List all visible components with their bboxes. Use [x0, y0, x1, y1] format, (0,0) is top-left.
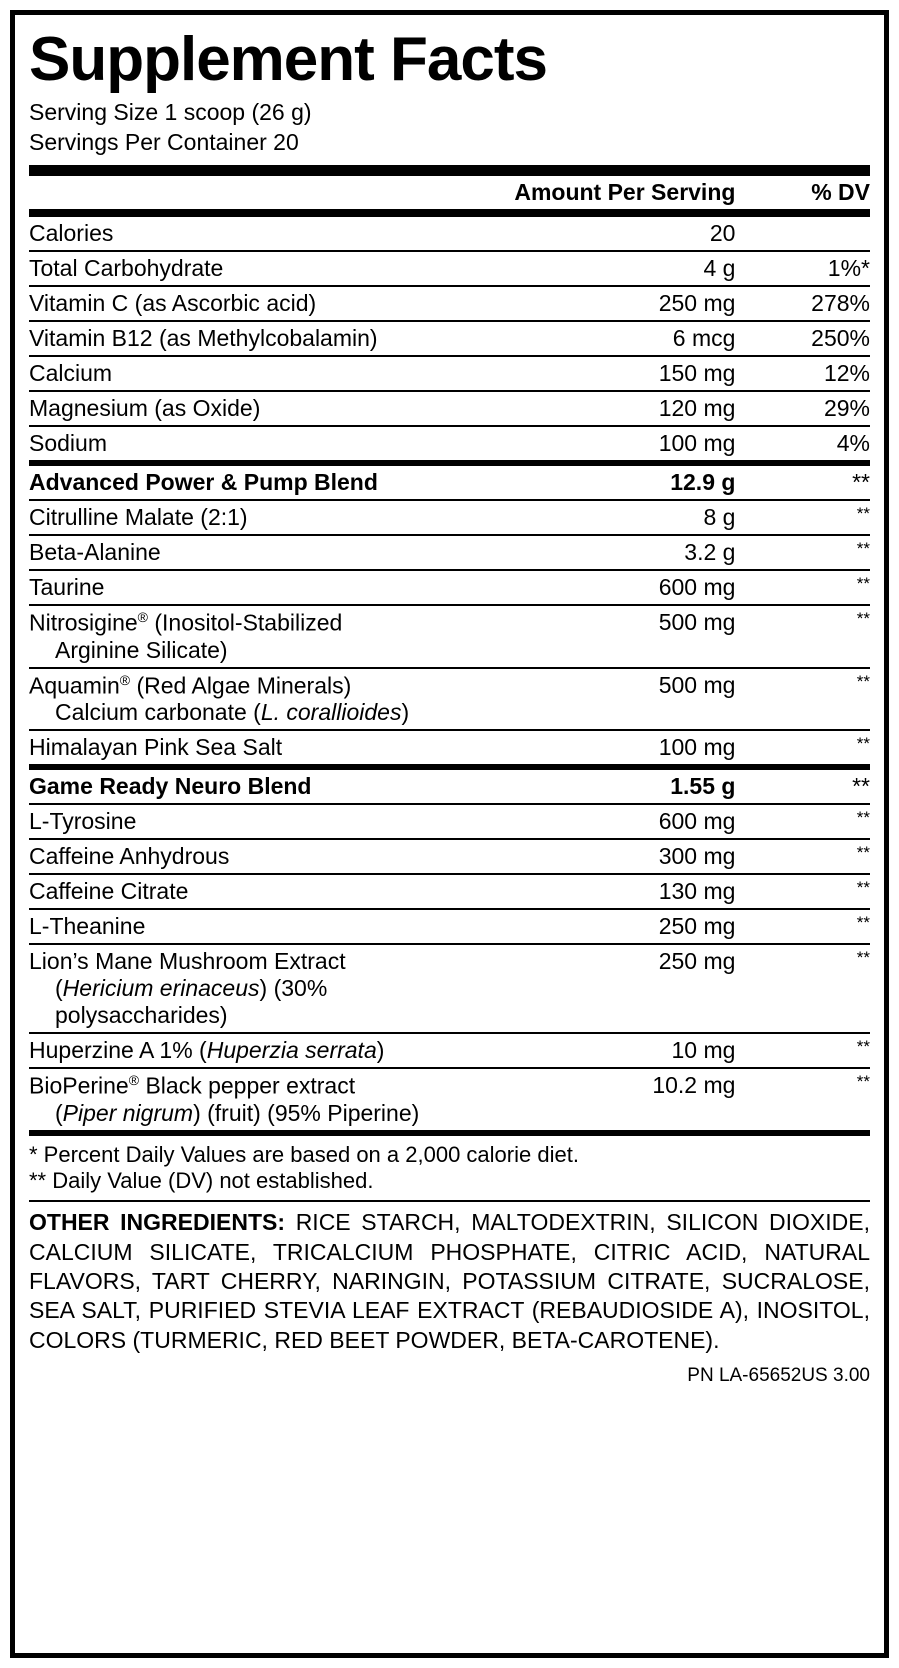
table-row	[29, 605, 870, 668]
ingredient-amount: 250 mg	[483, 909, 735, 944]
nutrient-amount: 100 mg	[658, 429, 736, 456]
serving-size: Serving Size 1 scoop (26 g)	[29, 99, 312, 126]
ingredient-name: Himalayan Pink Sea Salt	[29, 734, 283, 761]
ingredient-amount: 300 mg	[483, 839, 735, 874]
nutrition-table	[29, 176, 870, 211]
ingredient-dv: **	[735, 839, 870, 874]
ingredient-dv: **	[735, 874, 870, 909]
ingredient-dv: **	[856, 1072, 870, 1092]
ingredient-name: L-Tyrosine	[29, 804, 483, 839]
footnote-dv-not-established: ** Daily Value (DV) not established.	[29, 1167, 374, 1193]
ingredient-dv: **	[735, 1033, 870, 1068]
other-ingredients	[29, 1202, 870, 1355]
ingredient-dv: **	[856, 734, 870, 754]
blend1-table	[29, 466, 870, 764]
ingredient-name: Aquamin® (Red Algae Minerals) Calcium carbonate (L. corallioides)	[29, 668, 483, 731]
ingredient-name-line2: (Hericium erinaceus) (30% polysaccharides)	[55, 975, 328, 1029]
blend-dv: **	[735, 770, 870, 804]
nutrient-name: Calories	[29, 217, 483, 251]
table-row	[29, 570, 870, 605]
nutrient-dv: 12%	[735, 356, 870, 391]
nutrient-name: Vitamin B12 (as Methylcobalamin)	[29, 321, 483, 356]
ingredient-dv: **	[735, 570, 870, 605]
ingredient-name: Taurine	[29, 570, 483, 605]
registered-icon: ®	[128, 1072, 140, 1089]
blend2-table	[29, 770, 870, 1130]
footnote-daily-value: * Percent Daily Values are based on a 2,000 calorie diet.	[29, 1141, 579, 1167]
blend-amount: 12.9 g	[483, 466, 735, 500]
nutrient-dv	[735, 217, 870, 251]
nutrient-amount: 250 mg	[483, 286, 735, 321]
blend-heading-row	[29, 466, 870, 500]
table-row	[29, 426, 870, 460]
ingredient-name: Lion’s Mane Mushroom Extract (Hericium erinaceus) (30% polysaccharides)	[29, 944, 483, 1033]
table-row	[29, 535, 870, 570]
nutrient-name: Vitamin C (as Ascorbic acid)	[29, 286, 483, 321]
nutrient-name: Sodium	[29, 429, 107, 456]
ingredient-amount: 3.2 g	[483, 535, 735, 570]
table-row	[29, 730, 870, 764]
ingredient-amount: 8 g	[483, 500, 735, 535]
panel-border	[10, 10, 889, 1658]
nutrient-amount: 150 mg	[483, 356, 735, 391]
table-row	[29, 1033, 870, 1068]
blend-amount: 1.55 g	[483, 770, 735, 804]
ingredient-amount: 100 mg	[658, 734, 736, 761]
nutrient-dv: 250%	[735, 321, 870, 356]
header-dv: % DV	[735, 176, 870, 210]
nutrient-dv: 29%	[735, 391, 870, 426]
ingredient-amount: 130 mg	[483, 874, 735, 909]
other-ingredients-text: RICE STARCH, MALTODEXTRIN, SILICON DIOXIDE, CALCIUM SILICATE, TRICALCIUM PHOSPHATE, CITRIC ACID, NATURAL FLAVORS, TART CHERRY, NARINGIN, POTASSIUM CITRATE, SUCRALOSE, SEA SALT, PURIFIED STEVIA LEAF EXTRACT (REBAUDIOSIDE A), INOSITOL, COLORS (TURMERIC, RED BEET POWDER, BETA-CAROTENE).	[29, 1209, 870, 1353]
ingredient-amount: 600 mg	[483, 804, 735, 839]
table-row	[29, 804, 870, 839]
table-header-row	[29, 176, 870, 210]
table-row	[29, 1068, 870, 1130]
header-amount: Amount Per Serving	[483, 176, 735, 210]
ingredient-dv: **	[735, 605, 870, 668]
nutrient-name: Calcium	[29, 356, 483, 391]
ingredient-name-line2: Calcium carbonate (L. corallioides)	[55, 699, 410, 726]
ingredient-name: Caffeine Citrate	[29, 874, 483, 909]
header-blank	[29, 176, 483, 210]
ingredient-amount: 10 mg	[483, 1033, 735, 1068]
other-ingredients-label: OTHER INGREDIENTS:	[29, 1209, 286, 1236]
table-row	[29, 391, 870, 426]
nutrient-amount: 20	[483, 217, 735, 251]
blend-heading-row	[29, 770, 870, 804]
table-row	[29, 839, 870, 874]
registered-icon: ®	[119, 671, 131, 688]
table-row	[29, 217, 870, 251]
ingredient-name: BioPerine® Black pepper extract (Piper nigrum) (fruit) (95% Piperine)	[29, 1068, 483, 1130]
nutrient-amount: 4 g	[483, 251, 735, 286]
ingredient-amount: 500 mg	[483, 668, 735, 731]
registered-icon: ®	[137, 608, 148, 625]
blend-dv: **	[735, 466, 870, 500]
nutrient-name: Magnesium (as Oxide)	[29, 391, 483, 426]
ingredient-amount: 10.2 mg	[652, 1072, 736, 1099]
ingredient-amount: 250 mg	[483, 944, 735, 1033]
nutrients-table	[29, 217, 870, 460]
table-row	[29, 500, 870, 535]
ingredient-dv: **	[735, 500, 870, 535]
ingredient-amount: 600 mg	[483, 570, 735, 605]
ingredient-amount: 500 mg	[483, 605, 735, 668]
blend-heading: Advanced Power & Pump Blend	[29, 466, 483, 500]
ingredient-name: Caffeine Anhydrous	[29, 839, 483, 874]
servings-per-container: Servings Per Container 20	[29, 128, 299, 155]
nutrient-dv: 4%	[836, 429, 870, 456]
ingredient-name: Citrulline Malate (2:1)	[29, 500, 483, 535]
nutrient-dv: 278%	[735, 286, 870, 321]
ingredient-name: Beta-Alanine	[29, 535, 483, 570]
blend-heading: Game Ready Neuro Blend	[29, 770, 483, 804]
ingredient-dv: **	[735, 944, 870, 1033]
ingredient-name: Nitrosigine® (Inositol-Stabilized Arginine Silicate)	[29, 605, 483, 668]
table-row	[29, 321, 870, 356]
ingredient-name-line2: Arginine Silicate)	[55, 636, 228, 663]
ingredient-dv: **	[735, 909, 870, 944]
page-title: Supplement Facts	[29, 25, 547, 94]
table-row	[29, 874, 870, 909]
table-row	[29, 909, 870, 944]
ingredient-dv: **	[735, 804, 870, 839]
ingredient-dv: **	[735, 535, 870, 570]
part-number: PN LA-65652US 3.00	[687, 1365, 870, 1387]
ingredient-dv: **	[735, 668, 870, 731]
ingredient-name-line2: (Piper nigrum) (fruit) (95% Piperine)	[55, 1099, 420, 1126]
table-row	[29, 668, 870, 731]
divider-thick-top	[29, 165, 870, 176]
nutrient-name: Total Carbohydrate	[29, 251, 483, 286]
ingredient-name: L-Theanine	[29, 909, 483, 944]
nutrient-dv: 1%*	[735, 251, 870, 286]
ingredient-name: Huperzine A 1% (Huperzia serrata)	[29, 1033, 483, 1068]
table-row	[29, 286, 870, 321]
nutrient-amount: 120 mg	[483, 391, 735, 426]
table-row	[29, 251, 870, 286]
nutrient-amount: 6 mcg	[483, 321, 735, 356]
table-row	[29, 356, 870, 391]
table-row	[29, 944, 870, 1033]
